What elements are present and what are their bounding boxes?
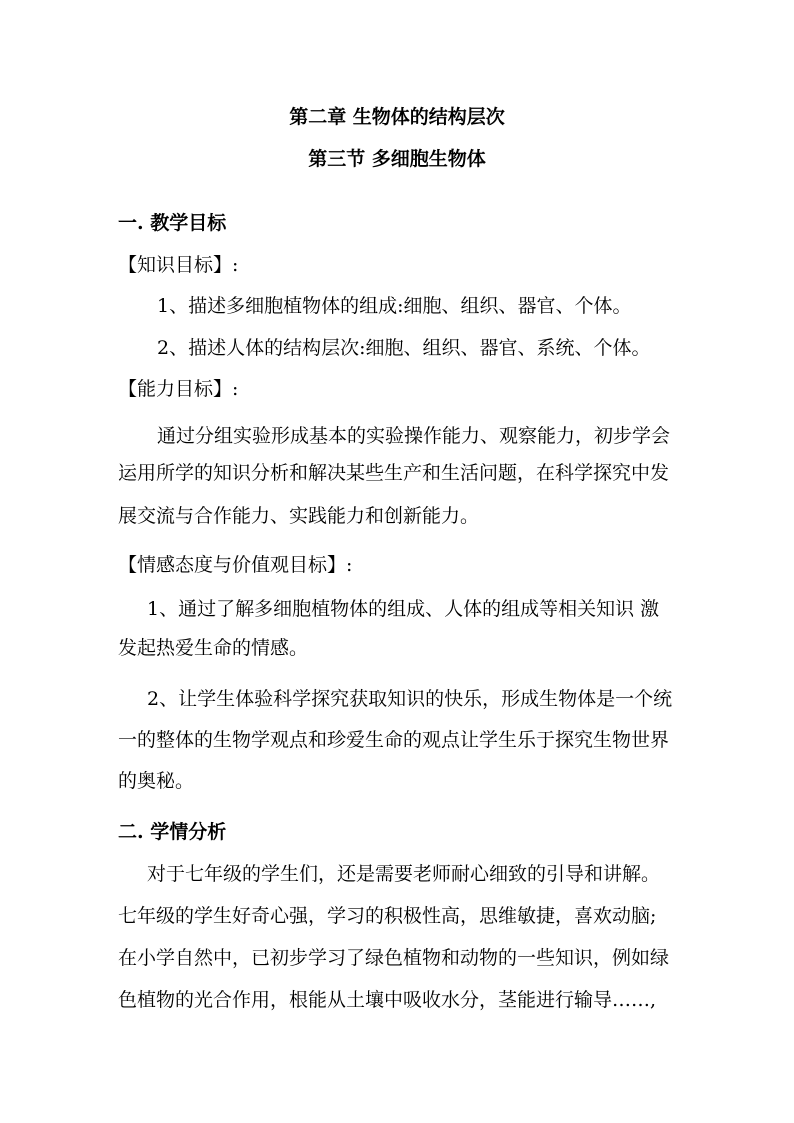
emotion-goal-line: 2、让学生体验科学探究获取知识的快乐，形成生物体是一个统 bbox=[147, 688, 673, 710]
section-heading-student-analysis: 二. 学情分析 bbox=[118, 821, 227, 843]
ability-goals-label: 【能力目标】: bbox=[118, 378, 239, 400]
ability-goals-line: 通过分组实验形成基本的实验操作能力、观察能力，初步学会 bbox=[157, 425, 671, 447]
section-title: 第三节 多细胞生物体 bbox=[308, 148, 486, 170]
emotion-goal-line: 发起热爱生命的情感。 bbox=[118, 637, 309, 659]
ability-goals-line: 展交流与合作能力、实践能力和创新能力。 bbox=[118, 505, 480, 527]
emotion-goals-label: 【情感态度与价值观目标】: bbox=[118, 554, 353, 576]
knowledge-goal-item: 2、描述人体的结构层次:细胞、组织、器官、系统、个体。 bbox=[157, 337, 651, 359]
knowledge-goal-item: 1、描述多细胞植物体的组成:细胞、组织、器官、个体。 bbox=[157, 295, 632, 317]
section-heading-teaching-goals: 一. 教学目标 bbox=[118, 212, 227, 234]
student-analysis-line: 色植物的光合作用，根能从土壤中吸收水分，茎能进行输导……, bbox=[118, 989, 657, 1011]
chapter-title: 第二章 生物体的结构层次 bbox=[289, 106, 505, 128]
student-analysis-line: 对于七年级的学生们，还是需要老师耐心细致的引导和讲解。 bbox=[147, 863, 661, 885]
ability-goals-line: 运用所学的知识分析和解决某些生产和生活问题，在科学探究中发 bbox=[118, 462, 670, 484]
knowledge-goals-label: 【知识目标】: bbox=[118, 254, 239, 276]
emotion-goal-line: 的奥秘。 bbox=[118, 770, 195, 792]
student-analysis-line: 七年级的学生好奇心强，学习的积极性高，思维敏捷，喜欢动脑; bbox=[118, 905, 657, 927]
emotion-goal-line: 一的整体的生物学观点和珍爱生命的观点让学生乐于探究生物世界 bbox=[118, 729, 670, 751]
emotion-goal-line: 1、通过了解多细胞植物体的组成、人体的组成等相关知识 激 bbox=[147, 598, 660, 620]
student-analysis-line: 在小学自然中，已初步学习了绿色植物和动物的一些知识，例如绿 bbox=[118, 947, 670, 969]
